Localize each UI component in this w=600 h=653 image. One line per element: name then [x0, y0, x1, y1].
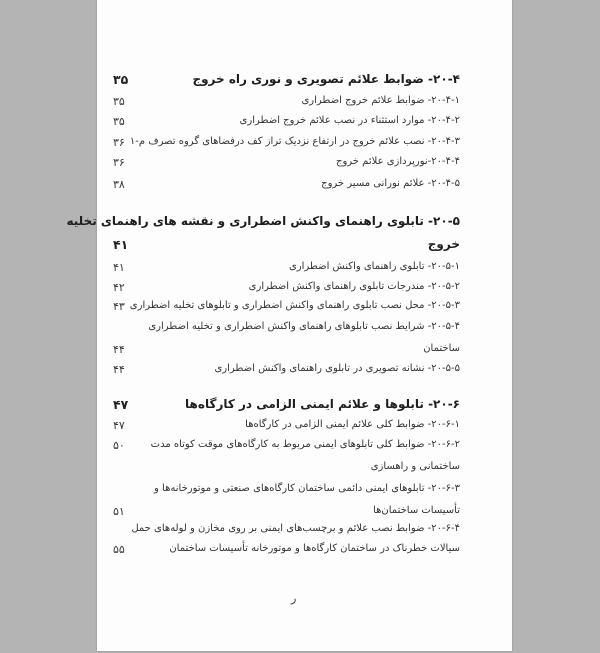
toc-page-number: ۴۳	[113, 300, 125, 313]
toc-entry-text: ۲۰-۶-۳- تابلوهای ایمنی دائمی ساختمان کارگاه‌های صنعتی و موتورخانه‌ها و	[154, 483, 460, 494]
toc-page-number: ۵۱	[113, 505, 125, 518]
toc-entry-text: ۲۰-۴-۳- نصب علائم خروج در ارتفاع نزدیک تراز کف درفضاهای گروه تصرف م-۱	[129, 136, 460, 147]
toc-heading-text: ۲۰-۶- تابلوها و علائم ایمنی الزامی در کارگاه‌ها	[185, 397, 460, 411]
toc-page-number: ۳۵	[113, 115, 125, 128]
toc-entry-text: ساختمان	[423, 343, 460, 354]
toc-heading-text: خروج	[427, 237, 460, 251]
toc-entry-text: ۲۰-۶-۴- ضوابط نصب علائم و برچسب‌های ایمنی بر روی مخازن و لوله‌های حمل	[131, 523, 460, 534]
toc-entry-text: ۲۰-۵-۱- تابلوی راهنمای واکنش اضطراری	[288, 261, 460, 272]
toc-page-number: ۴۴	[113, 343, 125, 356]
toc-page-number: ۴۱	[113, 237, 129, 252]
toc-entry-text: ۲۰-۶-۱- ضوابط کلی علائم ایمنی الزامی در کارگاه‌ها	[245, 419, 460, 430]
toc-heading-text: ۲۰-۵- تابلوی راهنمای واکنش اضطراری و نقشه های راهنمای تخلیه	[66, 214, 460, 228]
toc-entry-text: ۲۰-۵-۲- مندرجات تابلوی راهنمای واکنش اضطراری	[248, 281, 460, 292]
toc-entry-text: ۲۰-۴-۲- موارد استثناء در نصب علائم خروج اضطراری	[239, 115, 460, 126]
toc-page-number: ۵۰	[113, 439, 125, 452]
toc-page-number: ۴۱	[113, 261, 125, 274]
document-page	[66, 0, 512, 651]
toc-entry-text: ۲۰-۵-۵- نشانه تصویری در تابلوی راهنمای واکنش اضطراری	[214, 363, 460, 374]
toc-entry-text: ۲۰-۴-۵- علائم نورانی مسیر خروج	[321, 178, 460, 189]
page-folio: ر	[291, 592, 297, 605]
toc-entry-text: تأسیسات ساختمان‌ها	[373, 505, 460, 516]
toc-page-number: ۳۸	[113, 178, 125, 191]
toc-page-number: ۴۷	[113, 419, 125, 432]
toc-page-number: ۳۶	[113, 136, 125, 149]
toc-page-number: ۴۷	[113, 397, 129, 412]
toc-page-number: ۵۵	[113, 543, 125, 556]
toc-entry-text: ۲۰-۶-۲- ضوابط کلی تابلوهای ایمنی مربوط به کارگاه‌های موقت کوتاه مدت	[150, 439, 460, 450]
toc-entry-text: ۲۰-۵-۴- شرایط نصب تابلوهای راهنمای واکنش اضطراری و تخلیه اضطراری	[148, 321, 460, 332]
toc-page-number: ۳۶	[113, 156, 125, 169]
toc-page-number: ۳۵	[113, 95, 125, 108]
toc-heading-text: ۲۰-۴- ضوابط علائم تصویری و نوری راه خروج	[192, 72, 460, 86]
toc-entry-text: سیالات خطرناک در ساختمان کارگاه‌ها و موتورخانه تأسیسات ساختمان	[169, 543, 460, 554]
toc-page-number: ۳۵	[113, 72, 129, 87]
toc-entry-text: ۲۰-۴-۴-نورپردازی علائم خروج	[336, 156, 460, 167]
toc-entry-text: ۲۰-۵-۳- محل نصب تابلوی راهنمای واکنش اضطراری و تابلوهای تخلیه اضطراری	[129, 300, 460, 311]
toc-entry-text: ۲۰-۴-۱- ضوابط علائم خروج اضطراری	[301, 95, 460, 106]
toc-entry-text: ساختمانی و راهسازی	[370, 461, 460, 472]
toc-page-number: ۴۲	[113, 281, 125, 294]
toc-page-number: ۴۴	[113, 363, 125, 376]
